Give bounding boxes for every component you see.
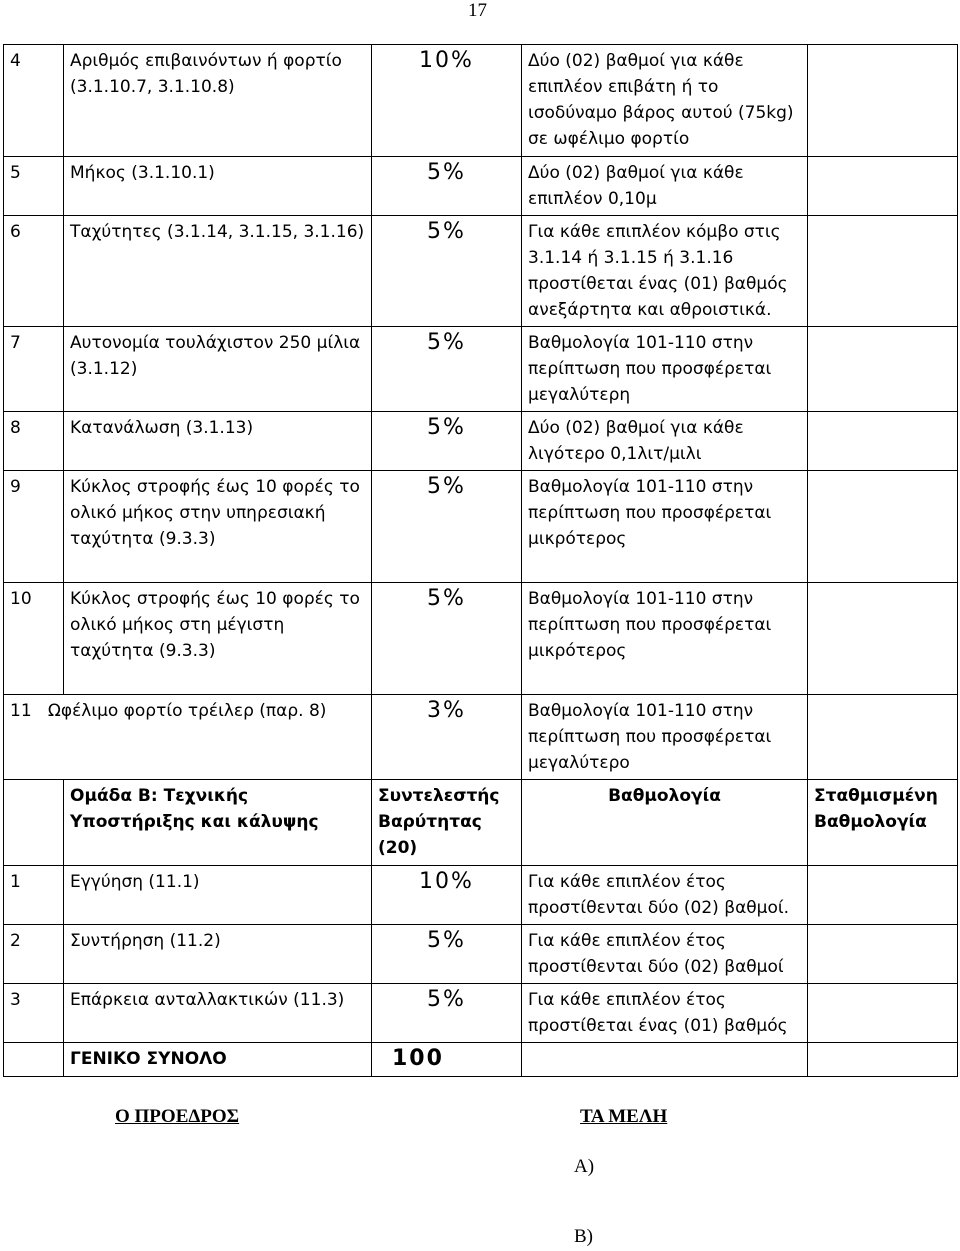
scoring-header: Βαθμολογία: [522, 780, 808, 866]
criterion-cell: Επάρκεια ανταλλακτικών (11.3): [64, 984, 372, 1043]
members-signature-label: ΤΑ ΜΕΛΗ: [580, 1106, 668, 1127]
row-number: 2: [4, 925, 64, 984]
scoring-cell: Βαθμολογία 101-110 στην περίπτωση που προσφέρεται μεγαλύτερο: [522, 695, 808, 780]
row-number: 9: [4, 471, 64, 583]
weight-header: Συντελεστής Βαρύτητας (20): [372, 780, 522, 866]
table-row: [4, 583, 958, 695]
row-number: 7: [4, 327, 64, 412]
total-value: 100: [372, 1043, 522, 1077]
scoring-cell: Βαθμολογία 101-110 στην περίπτωση που προσφέρεται μεγαλύτερη: [522, 327, 808, 412]
table-row: [4, 471, 958, 583]
weighted-cell: [808, 695, 958, 780]
table-row: [4, 45, 958, 157]
row-number: 8: [4, 412, 64, 471]
group-a-body: [4, 45, 958, 695]
criterion-cell: Εγγύηση (11.1): [64, 866, 372, 925]
total-body: [4, 1043, 958, 1077]
scoring-cell: Για κάθε επιπλέον κόμβο στις 3.1.14 ή 3.1.15 ή 3.1.16 προστίθεται ένας (01) βαθμός ανεξάρτητα και αθροιστικά.: [522, 216, 808, 327]
weighted-cell: [808, 471, 958, 583]
table-row: [4, 866, 958, 925]
scoring-cell: Βαθμολογία 101-110 στην περίπτωση που προσφέρεται μικρότερος: [522, 471, 808, 583]
group-b-body: [4, 780, 958, 866]
weight-cell: 5%: [372, 412, 522, 471]
criterion-cell: Συντήρηση (11.2): [64, 925, 372, 984]
criterion-cell: Αυτονομία τουλάχιστον 250 μίλια (3.1.12): [64, 327, 372, 412]
weighted-cell: [808, 216, 958, 327]
weight-cell: 10%: [372, 45, 522, 157]
weighted-cell: [808, 45, 958, 157]
group-b-title: Ομάδα Β: Τεχνικής Υποστήριξης και κάλυψης: [64, 780, 372, 866]
member-b-label: Β): [574, 1226, 593, 1247]
row-number: 4: [4, 45, 64, 157]
weight-cell: 3%: [372, 695, 522, 780]
table-row: [4, 412, 958, 471]
total-label: ΓΕΝΙΚΟ ΣΥΝΟΛΟ: [64, 1043, 372, 1077]
weighted-header: Σταθμισμένη Βαθμολογία: [808, 780, 958, 866]
row-11-body: [4, 695, 958, 780]
weight-cell: 5%: [372, 471, 522, 583]
total-row: [4, 1043, 958, 1077]
weight-cell: 5%: [372, 216, 522, 327]
weight-cell: 5%: [372, 157, 522, 216]
table-row: [4, 327, 958, 412]
weighted-cell: [808, 925, 958, 984]
table-row: [4, 695, 958, 780]
weight-cell: 5%: [372, 327, 522, 412]
weighted-cell: [808, 866, 958, 925]
member-a-label: Α): [574, 1156, 595, 1177]
criterion-cell: Κύκλος στροφής έως 10 φορές το ολικό μήκος στη μέγιστη ταχύτητα (9.3.3): [64, 583, 372, 695]
criterion-cell: Ωφέλιμο φορτίο τρέιλερ (παρ. 8): [47, 701, 327, 721]
row-number: 3: [4, 984, 64, 1043]
weighted-cell: [808, 984, 958, 1043]
table-row: [4, 925, 958, 984]
scoring-cell: Για κάθε επιπλέον έτος προστίθενται δύο (02) βαθμοί.: [522, 866, 808, 925]
row-number: 5: [4, 157, 64, 216]
criterion-cell: Μήκος (3.1.10.1): [64, 157, 372, 216]
scoring-cell: Για κάθε επιπλέον έτος προστίθενται δύο (02) βαθμοί: [522, 925, 808, 984]
page-number: 17: [468, 0, 487, 21]
scoring-cell: Βαθμολογία 101-110 στην περίπτωση που προσφέρεται μικρότερος: [522, 583, 808, 695]
criterion-cell: Κατανάλωση (3.1.13): [64, 412, 372, 471]
weighted-cell: [808, 327, 958, 412]
weighted-cell: [808, 583, 958, 695]
weight-cell: 5%: [372, 925, 522, 984]
row-number: 10: [4, 583, 64, 695]
criterion-cell: Ταχύτητες (3.1.14, 3.1.15, 3.1.16): [64, 216, 372, 327]
weight-cell: 5%: [372, 583, 522, 695]
scoring-cell: Δύο (02) βαθμοί για κάθε επιπλέον επιβάτη ή το ισοδύναμο βάρος αυτού (75kg) σε ωφέλιμο φορτίο: [522, 45, 808, 157]
scoring-cell: Δύο (02) βαθμοί για κάθε επιπλέον 0,10μ: [522, 157, 808, 216]
criterion-cell: Κύκλος στροφής έως 10 φορές το ολικό μήκος στην υπηρεσιακή ταχύτητα (9.3.3): [64, 471, 372, 583]
row-number: 11: [10, 701, 32, 721]
president-signature-label: Ο ΠΡΟΕΔΡΟΣ: [115, 1106, 240, 1127]
weighted-cell: [808, 412, 958, 471]
table-row: [4, 984, 958, 1043]
row-number: 1: [4, 866, 64, 925]
group-b-rows: [4, 866, 958, 1043]
weight-cell: 10%: [372, 866, 522, 925]
row-number: 6: [4, 216, 64, 327]
group-b-header-row: [4, 780, 958, 866]
table-row: [4, 157, 958, 216]
weighted-cell: [808, 157, 958, 216]
table-row: [4, 216, 958, 327]
evaluation-table: [3, 44, 958, 1077]
criterion-cell: Αριθμός επιβαινόντων ή φορτίο (3.1.10.7, 3.1.10.8): [64, 45, 372, 157]
scoring-cell: Για κάθε επιπλέον έτος προστίθεται ένας (01) βαθμός: [522, 984, 808, 1043]
scoring-cell: Δύο (02) βαθμοί για κάθε λιγότερο 0,1λιτ/μιλι: [522, 412, 808, 471]
weight-cell: 5%: [372, 984, 522, 1043]
